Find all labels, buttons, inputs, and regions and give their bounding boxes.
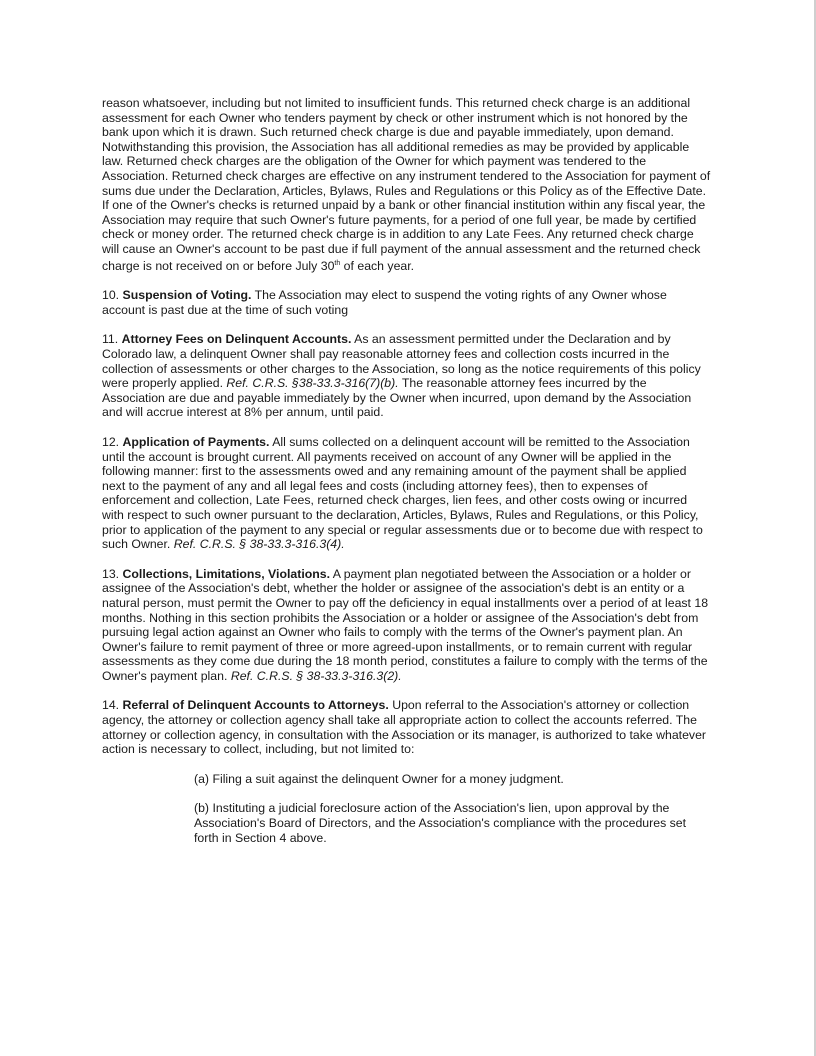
section-12-number: 12. [102,434,120,449]
section-13-number: 13. [102,566,120,581]
section-11-ref: Ref. C.R.S. §38-33.3-316(7)(b). [226,376,399,391]
section-13-title: Collections, Limitations, Violations. [122,566,331,581]
section-10-body: The Association may elect to suspend the voting rights of any Owner whose account is past due at the time of such voting [102,288,667,317]
section-12 [102,435,712,552]
section-10 [102,288,712,317]
section-12-body: All sums collected on a delinquent account will be remitted to the Association until the account is brought current. All payments received on account of any Owner will be applied in the following manner: first to the assessments owed and any remaining amount of the payment shall be applied next to the payment of any and all legal fees and costs (including attorney fees), then to expenses of enforcement and collection, Late Fees, returned check charges, lien fees, and other costs owing or incurred with respect to such owner pursuant to the declaration, Articles, Bylaws, Rules and Regulations, or this Policy, prior to application of the payment to any special or regular assessments due or to become due with respect to such Owner. [102,434,703,552]
section-13 [102,567,712,684]
section-12-title: Application of Payments. [122,434,270,449]
intro-paragraph [102,96,712,273]
section-11 [102,332,712,420]
section-12-ref: Ref. C.R.S. § 38-33.3-316.3(4). [173,537,345,552]
section-11-number: 11. [102,332,119,347]
section-11-body2: The reasonable attorney fees incurred by the Association are due and payable immediately by the Owner when incurred, upon demand by the Association and will accrue interest at 8% per annum, until paid. [102,376,692,420]
intro-text: reason whatsoever, including but not limited to insufficient funds. This returned check charge is an additional assessment for each Owner who tenders payment by check or other instrument which is not honored by the bank upon which it is drawn. Such returned check charge is due and payable immediately, upon demand. Notwithstanding this provision, the Association has all additional remedies as may be provided by applicable law. Returned check charges are the obligation of the Owner for which payment was tendered to the Association. Returned check charges are effective on any instrument tendered to the Association for payment of sums due under the Declaration, Articles, Bylaws, Rules and Regulations or this Policy as of the Effective Date. If one of the Owner's checks is returned unpaid by a bank or other financial institution within any fiscal year, the Association may require that such Owner's future payments, for a period of one full year, be made by certified check or money order. The returned check charge is in addition to any Late Fees. Any returned check charge will cause an Owner's account to be past due if full payment of the annual assessment and the returned check charge is not received on or before July 30 [102,96,711,273]
section-14 [102,698,712,756]
section-11-body: As an assessment permitted under the Declaration and by Colorado law, a delinquent Owner shall pay reasonable attorney fees and collection costs incurred in the collection of assessments or other charges to the Association, so long as the notice requirements of this policy were properly applied. [102,332,701,391]
section-10-title: Suspension of Voting. [122,288,252,303]
section-14-number: 14. [102,698,120,713]
section-14-title: Referral of Delinquent Accounts to Attorneys. [122,698,389,713]
section-14-item-a: (a) Filing a suit against the delinquent Owner for a money judgment. [194,771,564,786]
section-10-number: 10. [102,288,120,303]
section-13-ref: Ref. C.R.S. § 38-33.3-316.3(2). [230,668,402,683]
section-13-body: A payment plan negotiated between the Association or a holder or assignee of the Association's debt, whether the holder or assignee of the association's debt is an entity or a natural person, must permit the Owner to pay off the deficiency in equal installments over a period of at least 18 months. Nothing in this section prohibits the Association or a holder or assignee of the Association's debt from pursuing legal action against an Owner who fails to comply with the terms of the Owner's payment plan. An Owner's failure to remit payment of three or more agreed-upon installments, or to remain current with regular assessments as they come due during the 18 month period, constitutes a failure to comply with the terms of the Owner's payment plan. [102,566,709,683]
intro-ordinal: th [334,259,341,267]
intro-tail: of each year. [340,258,415,273]
section-14-body: Upon referral to the Association's attorney or collection agency, the attorney or collection agency shall take all appropriate action to collect the accounts referred. The attorney or collection agency, in consultation with the Association or its manager, is authorized to take whatever action is necessary to collect, including, but not limited to: [102,698,707,757]
section-11-title: Attorney Fees on Delinquent Accounts. [121,332,352,347]
section-14-item-b: (b) Instituting a judicial foreclosure action of the Association's lien, upon approval by the Association's Board of Directors, and the Association's compliance with the procedures set forth in Section 4 above. [194,801,687,845]
